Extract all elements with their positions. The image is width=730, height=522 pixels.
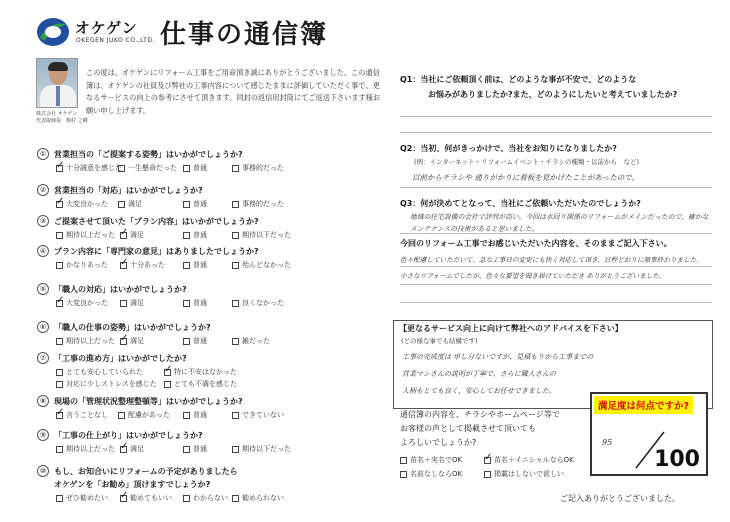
option-label: 配慮があった [128,411,170,419]
question-text: 営業担当の「ご提案する姿勢」はいかがでしょうか? [54,150,243,159]
brand-subtitle: OKEGEN JUKO CO.,LTD. [76,37,155,44]
option-checkbox[interactable] [56,367,143,377]
option-checkbox[interactable] [232,336,270,346]
checkbox-icon [120,300,127,307]
option-label: 普通 [193,164,207,172]
checkbox-icon [232,338,239,345]
option-checkbox[interactable] [183,298,207,308]
option-checkbox[interactable] [56,336,115,346]
checkbox-icon [232,446,239,453]
question-text: 現場の「管理状況整理整頓等」はいかがでしょうか? [54,397,243,406]
answer-line [400,116,712,117]
q3-answer-2: メンテナンスの技術があると思いました。 [410,225,539,233]
advice-answer-3: 人柄もとても良く、安心してお任せできました。 [402,387,556,395]
q2-example: (例：インターネット・リフォームイベント・チラシの種類・以前から など) [414,158,640,166]
option-checkbox[interactable] [56,298,108,308]
question-text: 営業担当の「対応」はいかがでしょうか? [54,186,203,195]
option-checkbox[interactable] [56,260,108,270]
option-label: 普通 [193,261,207,269]
question-text: 「職人の対応」はいかがでしょうか? [54,285,187,294]
checked-box-icon [56,165,63,172]
option-label: できていない [242,411,284,419]
publish-option-checkbox[interactable] [400,455,462,465]
checkbox-icon [183,232,190,239]
option-label: 勧めてもいい [130,494,172,502]
q1-text: Q1：当社にご依頼頂く前は、どのような事が不安で、どのような [400,75,637,84]
checkbox-icon [183,300,190,307]
option-label: 満足 [130,231,144,239]
option-label: 良くなかった [242,299,284,307]
q4-answer-1: 色々配慮していただいて、急な工事日の変更にも快く対応して頂き、日程どおりに無事終わりました。 [400,256,703,264]
checkbox-icon [56,232,63,239]
option-checkbox[interactable] [56,163,122,173]
advice-answer-2: 営業マンさんの説明が丁寧で、さらに職人さんの [402,370,556,378]
option-label: 普通 [193,299,207,307]
page-title: 仕事の通信簿 [160,20,329,50]
option-label: 雑だった [242,337,270,345]
option-label: 大変良かった [66,299,108,307]
option-checkbox[interactable] [56,493,108,503]
question-number: ⑤ [37,283,49,295]
option-checkbox[interactable] [183,199,207,209]
question-number: ⑧ [37,395,49,407]
option-checkbox[interactable] [120,493,172,503]
brand-name: オケゲン [75,19,138,37]
checkbox-icon [183,412,190,419]
publish-question-2: お客様の声として掲載させて頂いても [400,424,536,433]
option-checkbox[interactable] [183,444,207,454]
checkbox-icon [232,495,239,502]
option-label: 期待以上だった [66,231,115,239]
question-number: ③ [37,215,49,227]
option-label: 満足 [128,200,142,208]
publish-question-1: 通信簿の内容を、チラシやホームページ等で [400,410,560,419]
option-checkbox[interactable] [232,163,284,173]
answer-line [400,284,712,285]
option-checkbox[interactable] [118,199,142,209]
option-label: 満足 [130,445,144,453]
checkbox-icon [118,412,125,419]
checked-box-icon [120,495,127,502]
publish-option-checkbox[interactable] [484,455,574,465]
checkbox-icon [56,338,63,345]
checkbox-icon [183,262,190,269]
answer-line [400,233,712,234]
option-label: 満足 [130,337,144,345]
checkbox-icon [183,338,190,345]
option-checkbox[interactable] [232,199,284,209]
option-label: 十分あった [130,261,165,269]
option-label: 普通 [193,411,207,419]
checkbox-icon [232,412,239,419]
option-checkbox[interactable] [164,379,237,389]
option-checkbox[interactable] [56,410,108,420]
option-label: 言うことなし [66,411,108,419]
option-label: 期待以下だった [242,231,291,239]
checked-box-icon [120,338,127,345]
advice-answer-1: 工事の完成度は 申し分ないですが、見積もりから工事までの [402,353,594,361]
option-checkbox[interactable] [232,444,291,454]
q4-answer-2: 小さなリフォームでしたが、色々な要望を聞き届けていただき ありがとうございました。 [400,272,666,280]
checkbox-icon [400,471,407,478]
question-text: もし、お知合いにリフォームの予定がありましたら [54,467,238,476]
question-text: 「工事の仕上がり」はいかがでしょうか? [54,431,203,440]
option-checkbox[interactable] [118,410,170,420]
question-text: 「職人の仕事の姿勢」はいかがでしょうか? [54,323,211,332]
option-checkbox[interactable] [56,199,108,209]
option-checkbox[interactable] [56,379,157,389]
checkbox-icon [232,165,239,172]
question-text-2: オケゲンを「お勧め」頂けますでしょうか? [54,480,211,489]
option-label: ぜひ勧めたい [66,494,108,502]
option-checkbox[interactable] [120,336,144,346]
option-label: 殆んどなかった [242,261,291,269]
option-label: 大変良かった [66,200,108,208]
checkbox-icon [183,446,190,453]
checkbox-icon [56,262,63,269]
option-label: とても安心していられた [66,368,143,376]
option-checkbox[interactable] [232,230,291,240]
option-label: 期待以下だった [242,445,291,453]
option-checkbox[interactable] [183,336,207,346]
checkbox-icon [183,165,190,172]
publish-option-checkbox[interactable] [400,469,462,479]
option-checkbox[interactable] [120,298,144,308]
intro-text: この度は、オケゲンにリフォーム工事をご用命頂き誠にありがとうございました。この通信簿は、オケゲンの社員及び弊社の工事内容について感じたままに評価していただく事で、更なるサービスの向上の参考にさせて頂きます。同封の返信用封筒にてご返送下さいます様お願い申し上げます。 [86,68,381,115]
checked-box-icon [484,457,491,464]
checkbox-icon [400,457,407,464]
option-label: 普通 [193,231,207,239]
question-number: ④ [37,245,49,257]
ceo-company: 株式会社 オケゲン [36,111,78,117]
option-label: 名前なしならOK [410,470,463,478]
checkbox-icon [56,446,63,453]
checked-box-icon [56,412,63,419]
option-label: 期待以上だった [66,445,115,453]
option-checkbox[interactable] [183,410,207,420]
answer-line [400,187,712,188]
checkbox-icon [118,165,125,172]
checkbox-icon [232,201,239,208]
q4-text: 今回のリフォーム工事でお感じいただいた内容を、そのままご記入下さい。 [400,239,672,248]
option-label: 普通 [193,337,207,345]
score-label: 満足度は何点ですか? [594,396,693,414]
checkbox-icon [232,300,239,307]
publish-option-checkbox[interactable] [484,469,564,479]
checked-box-icon [120,262,127,269]
question-text: 「工事の進め方」はいかがでしたか? [54,354,187,363]
question-number: ① [37,148,49,160]
option-checkbox[interactable] [118,163,177,173]
option-checkbox[interactable] [120,444,144,454]
answer-line [400,302,712,303]
checkbox-icon [484,471,491,478]
question-text: ご提案させて頂いた「プラン内容」はいかがでしょうか? [54,217,259,226]
option-checkbox[interactable] [183,493,228,503]
q3-text: Q3：何が決めてとなって、当社にご依頼いただいたのでしょうか? [400,199,641,208]
ceo-name: 代表取締役 梅村 之剛 [36,118,88,124]
option-label: 苗名＋イニシャルならOK [494,456,574,464]
q1-text-2: お悩みがありましたか?また、どのようにしたいと考えていましたか? [428,90,678,99]
question-number: ⑦ [37,352,49,364]
question-number: ⑨ [37,429,49,441]
option-checkbox[interactable] [232,298,284,308]
advice-title: 【更なるサービス向上に向けて弊社へのアドバイスを下さい】 [399,324,623,333]
option-label: とても不満を感じた [174,380,237,388]
question-number: ② [37,184,49,196]
option-label: 十分誠意を感じた [66,164,122,172]
advice-subtitle: (どの様な事でも結構です) [401,337,478,345]
option-label: 一生懸命だった [128,164,177,172]
option-checkbox[interactable] [164,367,237,377]
company-logo-icon [36,15,70,49]
option-checkbox[interactable] [120,230,144,240]
checked-box-icon [56,300,63,307]
q2-answer: 以前からチラシや 通りがかりに看板を見かけたことがあったので。 [412,173,640,182]
ceo-photo [36,58,78,108]
option-label: 特に不安はなかった [174,368,237,376]
checkbox-icon [183,201,190,208]
checkbox-icon [232,232,239,239]
option-label: 事務的だった [242,200,284,208]
score-scratch: 95 [602,438,613,447]
option-checkbox[interactable] [183,230,207,240]
option-checkbox[interactable] [183,163,207,173]
publish-question-3: よろしいでしょうか? [400,438,477,447]
option-label: 勧められない [242,494,284,502]
option-label: 対応に少しストレスを感じた [66,380,157,388]
thanks-text: ご記入ありがとうございました。 [560,494,680,503]
option-checkbox[interactable] [120,260,165,270]
option-label: 普通 [193,445,207,453]
option-label: 苗名＋実名でOK [410,456,463,464]
checked-box-icon [164,369,171,376]
answer-line [400,132,712,133]
option-label: 掲載はしないで欲しい [494,470,564,478]
checked-box-icon [120,232,127,239]
option-checkbox[interactable] [232,260,291,270]
option-label: 期待以上だった [66,337,115,345]
option-label: わからない [193,494,228,502]
checkbox-icon [164,381,171,388]
option-label: かなりあった [66,261,108,269]
checked-box-icon [120,446,127,453]
option-label: 事務的だった [242,164,284,172]
score-box [590,392,708,476]
checkbox-icon [56,495,63,502]
option-checkbox[interactable] [56,230,115,240]
option-label: 普通 [193,200,207,208]
option-checkbox[interactable] [232,410,284,420]
question-number: ⑥ [37,321,49,333]
score-value: 100 [654,447,700,472]
checked-box-icon [56,201,63,208]
checkbox-icon [56,369,63,376]
q3-answer-1: 地域の住宅設備の会社で評判が高い。今回は水回り関係のリフォームがメインだったので、確かな [410,213,709,221]
checkbox-icon [232,262,239,269]
option-checkbox[interactable] [183,260,207,270]
checkbox-icon [56,381,63,388]
checkbox-icon [183,495,190,502]
option-checkbox[interactable] [232,493,284,503]
option-checkbox[interactable] [56,444,115,454]
checkbox-icon [118,201,125,208]
question-number: ⑩ [37,465,49,477]
q2-text: Q2：当初、何がきっかけで、当社をお知りになりましたか? [400,144,617,153]
question-text: プラン内容に「専門家の意見」はありましたでしょうか? [54,247,259,256]
answer-line [400,266,712,267]
option-label: 満足 [130,299,144,307]
